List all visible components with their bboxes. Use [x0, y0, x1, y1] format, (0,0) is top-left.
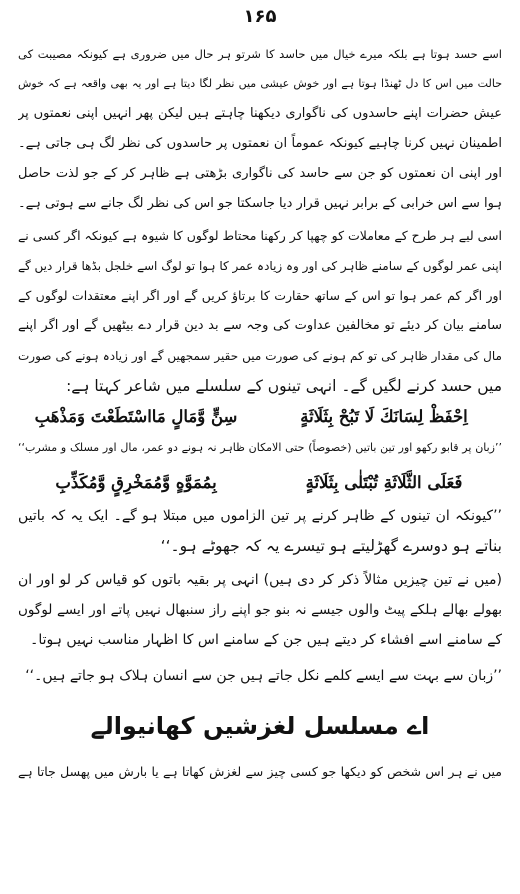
page-number: ۱۶۵	[243, 6, 277, 27]
paragraph-line: اور اگر کم عمر ہوا تو اس کے ساتھ حقارت کا برتاؤ کریں گے اور اگر اپنے معتقدات لوگوں کے	[18, 288, 502, 303]
verse-second-hemistich: سِنٍّ وَّمَالٍ مَااسْتَطَعْتَ وَمَذْهَبِ	[34, 407, 238, 426]
paragraph-line: اسی لیے ہر طرح کے معاملات کو چھپا کر رکھنا محتاط لوگوں کا شیوہ ہے کیونکہ اگر کسی نے	[18, 228, 502, 243]
verse-translation: ’’زبان پر قابو رکھو اور تین باتیں (خصوصاً) حتی الامکان ظاہر نہ ہونے دو عمر، مال اور مسلک و مشرب‘‘	[18, 441, 502, 454]
section-heading: اے مسلسل لغزشیں کھانیوالے	[90, 712, 430, 740]
paragraph-line: سامنے بیان کر دیئے تو مخالفین عداوت کی وجہ سے بد دین قرار دے بیٹھیں گے اور اگر اپنے	[18, 318, 502, 333]
paragraph-line: میں حسد کرنے لگیں گے۔ انہی تینوں کے سلسلے میں شاعر کہتا ہے:	[66, 377, 502, 395]
paragraph-line: اور اپنی ان نعمتوں کو جن سے حاسد کی ناگواری بڑھتی ہے ظاہر کر کے جو لذت حاصل	[18, 166, 502, 181]
verse-first-hemistich: اِحْفَظْ لِسَانَكَ لَا تَبُحْ بِثَلَاثَةٍ	[300, 407, 468, 426]
paragraph-line: اسے حسد ہوتا ہے بلکہ میرے خیال میں حاسد کا شرتو ہر حال میں ضروری ہے کیونکہ مصیبت کی	[18, 47, 502, 61]
paragraph-line: حالت میں اس کا دل ٹھنڈا ہوتا ہے اور خوش عیشی میں نظر لگا دیتا ہے اور یہ بھی واقعہ ہے کہ خوش	[18, 77, 502, 90]
paragraph-line: اپنی عمر لوگوں کے سامنے ظاہر کی اور وہ زیادہ عمر کا ہوا تو لوگ اسے خلجل بڈھا قرار دیں گے	[18, 259, 502, 273]
verse-second-hemistich: بِمُمَوَّهٍ وَّمُمَخْرِقٍ وَّمُكَذِّبِ	[55, 473, 217, 492]
verse-first-hemistich: فَعَلَى الثَّلَاثَةِ تُبْتَلٰى بِثَلَاثَةٍ	[305, 473, 463, 492]
paragraph-line: بھولے بھالے ہلکے پیٹ والوں جیسے نہ بنو جو اپنے راز سنبھال نہیں پاتے اور ایسے لوگوں	[18, 602, 502, 618]
paragraph-line: عیش حضرات اپنے حاسدوں کی ناگواری دیکھنا چاہتے ہیں لیکن پھر انہیں اپنی نعمتوں پر	[18, 106, 502, 121]
verse-translation: بناتے ہو دوسرے گھڑلیتے ہو تیسرے یہ کہ جھوٹے ہو۔‘‘	[160, 537, 502, 555]
quote-line: ’’زبان سے بہت سے ایسے کلمے نکل جاتے ہیں جن سے انسان ہلاک ہو جاتے ہیں۔‘‘	[25, 668, 502, 684]
paragraph-line: کے سامنے اسے افشاء کر دیتے ہیں جن کے سامنے اس کا اظہار مناسب نہیں ہوتا۔	[30, 632, 502, 648]
arabic-verse	[18, 468, 502, 498]
paragraph-line: میں نے ہر اس شخص کو دیکھا جو کسی چیز سے لغزش کھاتا ہے یا بارش میں پھسل جاتا ہے	[18, 764, 502, 779]
verse-translation: ’’کیونکہ ان تینوں کے ظاہر کرنے پر تین الزاموں میں مبتلا ہو گے۔ ایک یہ کہ باتیں	[18, 508, 502, 524]
arabic-verse	[18, 402, 502, 432]
paragraph-line: ہوا سے اس خرابی کے برابر نہیں قرار دیا جاسکتا جو اس کی نظر لگ جانے سے ہوتی ہے۔	[18, 196, 502, 211]
paragraph-line: مال کی مقدار ظاہر کی تو کم ہونے کی صورت میں حقیر سمجھیں گے اور زیادہ ہونے کی صورت	[18, 349, 502, 363]
paragraph-line: (میں نے تین چیزیں مثالاً ذکر کر دی ہیں) انہی پر بقیہ باتوں کو قیاس کر لو اور ان	[18, 572, 502, 588]
paragraph-line: اطمینان نہیں کرنا چاہیے کیونکہ عموماً ان نعمتوں پر حاسدوں کی نظر لگ ہی جاتی ہے۔	[18, 136, 502, 151]
